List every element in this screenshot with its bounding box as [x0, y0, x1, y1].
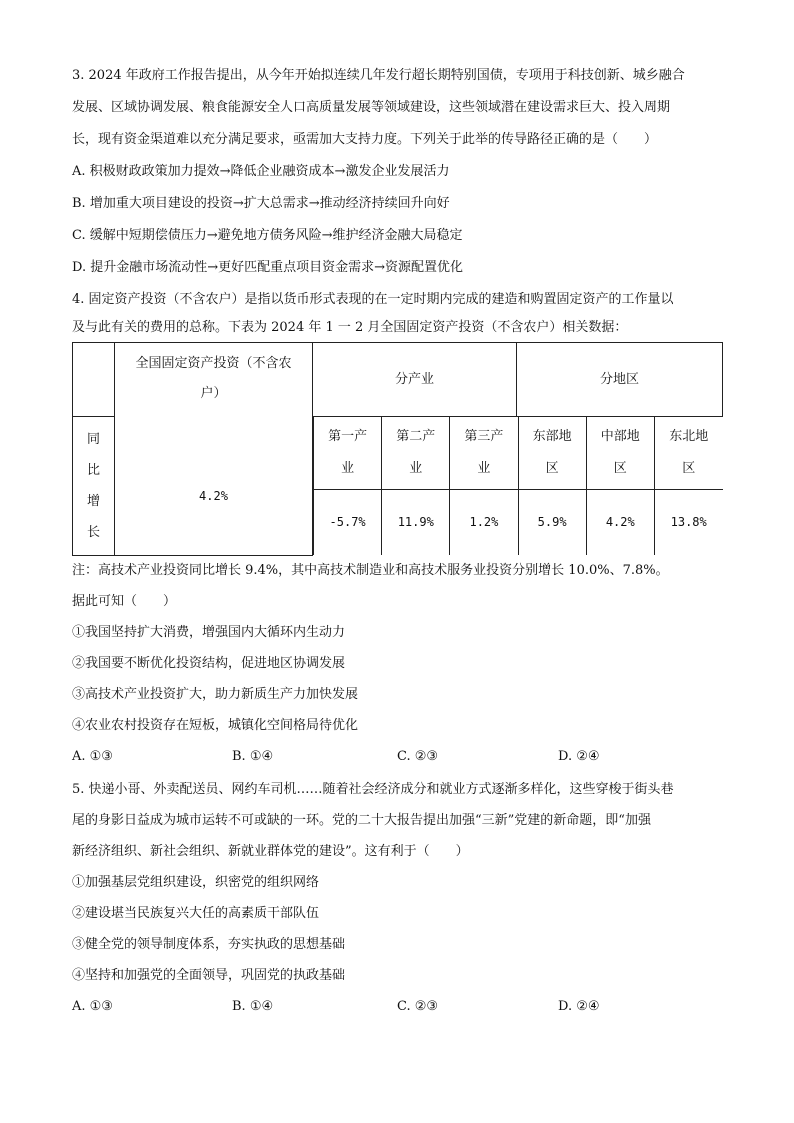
- sub-header-line: 区: [545, 460, 559, 476]
- q5-option-c: C. ②③: [397, 999, 439, 1014]
- row-header-char: 长: [86, 524, 100, 540]
- q3-option-d: D. 提升金融市场流动性→更好匹配重点项目资金需求→资源配置优化: [72, 260, 464, 275]
- q5-statement-3: ③健全党的领导制度体系，夯实执政的思想基础: [72, 937, 346, 952]
- sub-header-line: 业: [341, 460, 355, 476]
- q4-statement-3: ③高技术产业投资扩大，助力新质生产力加快发展: [72, 687, 359, 702]
- q3-option-c: C. 缓解中短期偿债压力→避免地方债务风险→维护经济金融大局稳定: [72, 228, 463, 243]
- q4-note: 注：高技术产业投资同比增长 9.4%，其中高技术制造业和高技术服务业投资分别增长 10.0%、7.8%。: [72, 563, 669, 578]
- sub-header-eastern-region: [518, 417, 586, 489]
- q5-stem-line-3: 新经济组织、新社会组织、新就业群体党的建设”。这有利于（ ）: [72, 844, 469, 859]
- q4-option-d: D. ②④: [558, 749, 600, 764]
- group-header-industry: 分产业: [313, 343, 517, 417]
- sub-header-line: 第一产: [328, 428, 368, 444]
- sub-header-line: 中部地: [600, 428, 640, 444]
- q3-stem-line-2: 发展、区域协调发展、粮食能源安全人口高质量发展等领域建设，这些领域潜在建设需求巨大、投入周期: [72, 100, 671, 115]
- sub-header-primary-industry: [314, 417, 382, 489]
- q3-stem-line-1: 3. 2024 年政府工作报告提出，从今年开始拟连续几年发行超长期特别国债，专项用于科技创新、城乡融合: [72, 68, 685, 83]
- investment-table: [72, 342, 723, 556]
- sub-header-line: 东部地: [532, 428, 572, 444]
- sub-header-line: 区: [613, 460, 627, 476]
- q5-option-d: D. ②④: [558, 999, 600, 1014]
- q3-option-a: A. 积极财政政策加力提效→降低企业融资成本→激发企业发展活力: [72, 164, 450, 179]
- q5-statement-4: ④坚持和加强党的全面领导，巩固党的执政基础: [72, 968, 346, 983]
- col-header-total: [115, 343, 313, 556]
- col-header-total-line-2: 户）: [200, 386, 227, 401]
- sub-header-line: 业: [477, 460, 491, 476]
- sub-table-cell: [313, 417, 723, 556]
- group-header-region: 分地区: [517, 343, 723, 417]
- q4-statement-2: ②我国要不断优化投资结构，促进地区协调发展: [72, 656, 346, 671]
- q4-option-b: B. ①④: [232, 749, 274, 764]
- value-primary-industry: -5.7%: [314, 489, 382, 555]
- row-header-yoy-growth: [73, 417, 115, 556]
- value-secondary-industry: 11.9%: [382, 489, 450, 555]
- q5-stem-line-2: 尾的身影日益成为城市运转不可或缺的一环。党的二十大报告提出加强“三新”党建的新命题，即“加强: [72, 813, 651, 828]
- value-eastern-region: 5.9%: [518, 489, 586, 555]
- q5-stem-line-1: 5. 快递小哥、外卖配送员、网约车司机……随着社会经济成分和就业方式逐渐多样化，这些穿梭于街头巷: [72, 782, 674, 797]
- sub-header-tertiary-industry: [450, 417, 518, 489]
- sub-header-line: 东北地: [669, 428, 709, 444]
- sub-header-central-region: [586, 417, 654, 489]
- q5-statement-1: ①加强基层党组织建设，织密党的组织网络: [72, 875, 320, 890]
- row-header-char: 同: [86, 431, 100, 447]
- sub-table: [313, 417, 723, 555]
- sub-header-line: 第二产: [396, 428, 436, 444]
- q4-statement-4: ④农业农村投资存在短板，城镇化空间格局待优化: [72, 718, 359, 733]
- q4-stem-line-2: 及与此有关的费用的总称。下表为 2024 年 1 一 2 月全国固定资产投资（不含农户）相关数据：: [72, 320, 628, 335]
- table-corner-cell: [73, 343, 115, 417]
- row-header-char: 比: [86, 462, 100, 478]
- q4-prompt: 据此可知（ ）: [72, 594, 177, 609]
- value-northeast-region: 13.8%: [654, 489, 722, 555]
- total-value: 4.2%: [199, 489, 228, 503]
- sub-header-secondary-industry: [382, 417, 450, 489]
- q5-statement-2: ②建设堪当民族复兴大任的高素质干部队伍: [72, 906, 320, 921]
- q5-option-a: A. ①③: [72, 999, 113, 1014]
- sub-header-line: 区: [682, 460, 696, 476]
- q3-stem-line-3: 长，现有资金渠道难以充分满足要求，亟需加大支持力度。下列关于此举的传导路径正确的是（ ）: [72, 132, 658, 147]
- value-central-region: 4.2%: [586, 489, 654, 555]
- sub-header-northeast-region: [654, 417, 722, 489]
- row-header-char: 增: [86, 493, 100, 509]
- q4-statement-1: ①我国坚持扩大消费，增强国内大循环内生动力: [72, 625, 346, 640]
- q3-option-b: B. 增加重大项目建设的投资→扩大总需求→推动经济持续回升向好: [72, 196, 450, 211]
- q4-option-c: C. ②③: [397, 749, 439, 764]
- sub-header-line: 第三产: [464, 428, 504, 444]
- value-tertiary-industry: 1.2%: [450, 489, 518, 555]
- q5-option-b: B. ①④: [232, 999, 274, 1014]
- col-header-total-line-1: 全国固定资产投资（不含农: [135, 356, 292, 371]
- sub-header-line: 业: [409, 460, 423, 476]
- q4-option-a: A. ①③: [72, 749, 113, 764]
- q4-stem-line-1: 4. 固定资产投资（不含农户）是指以货币形式表现的在一定时期内完成的建造和购置固定资产的工作量以: [72, 292, 674, 307]
